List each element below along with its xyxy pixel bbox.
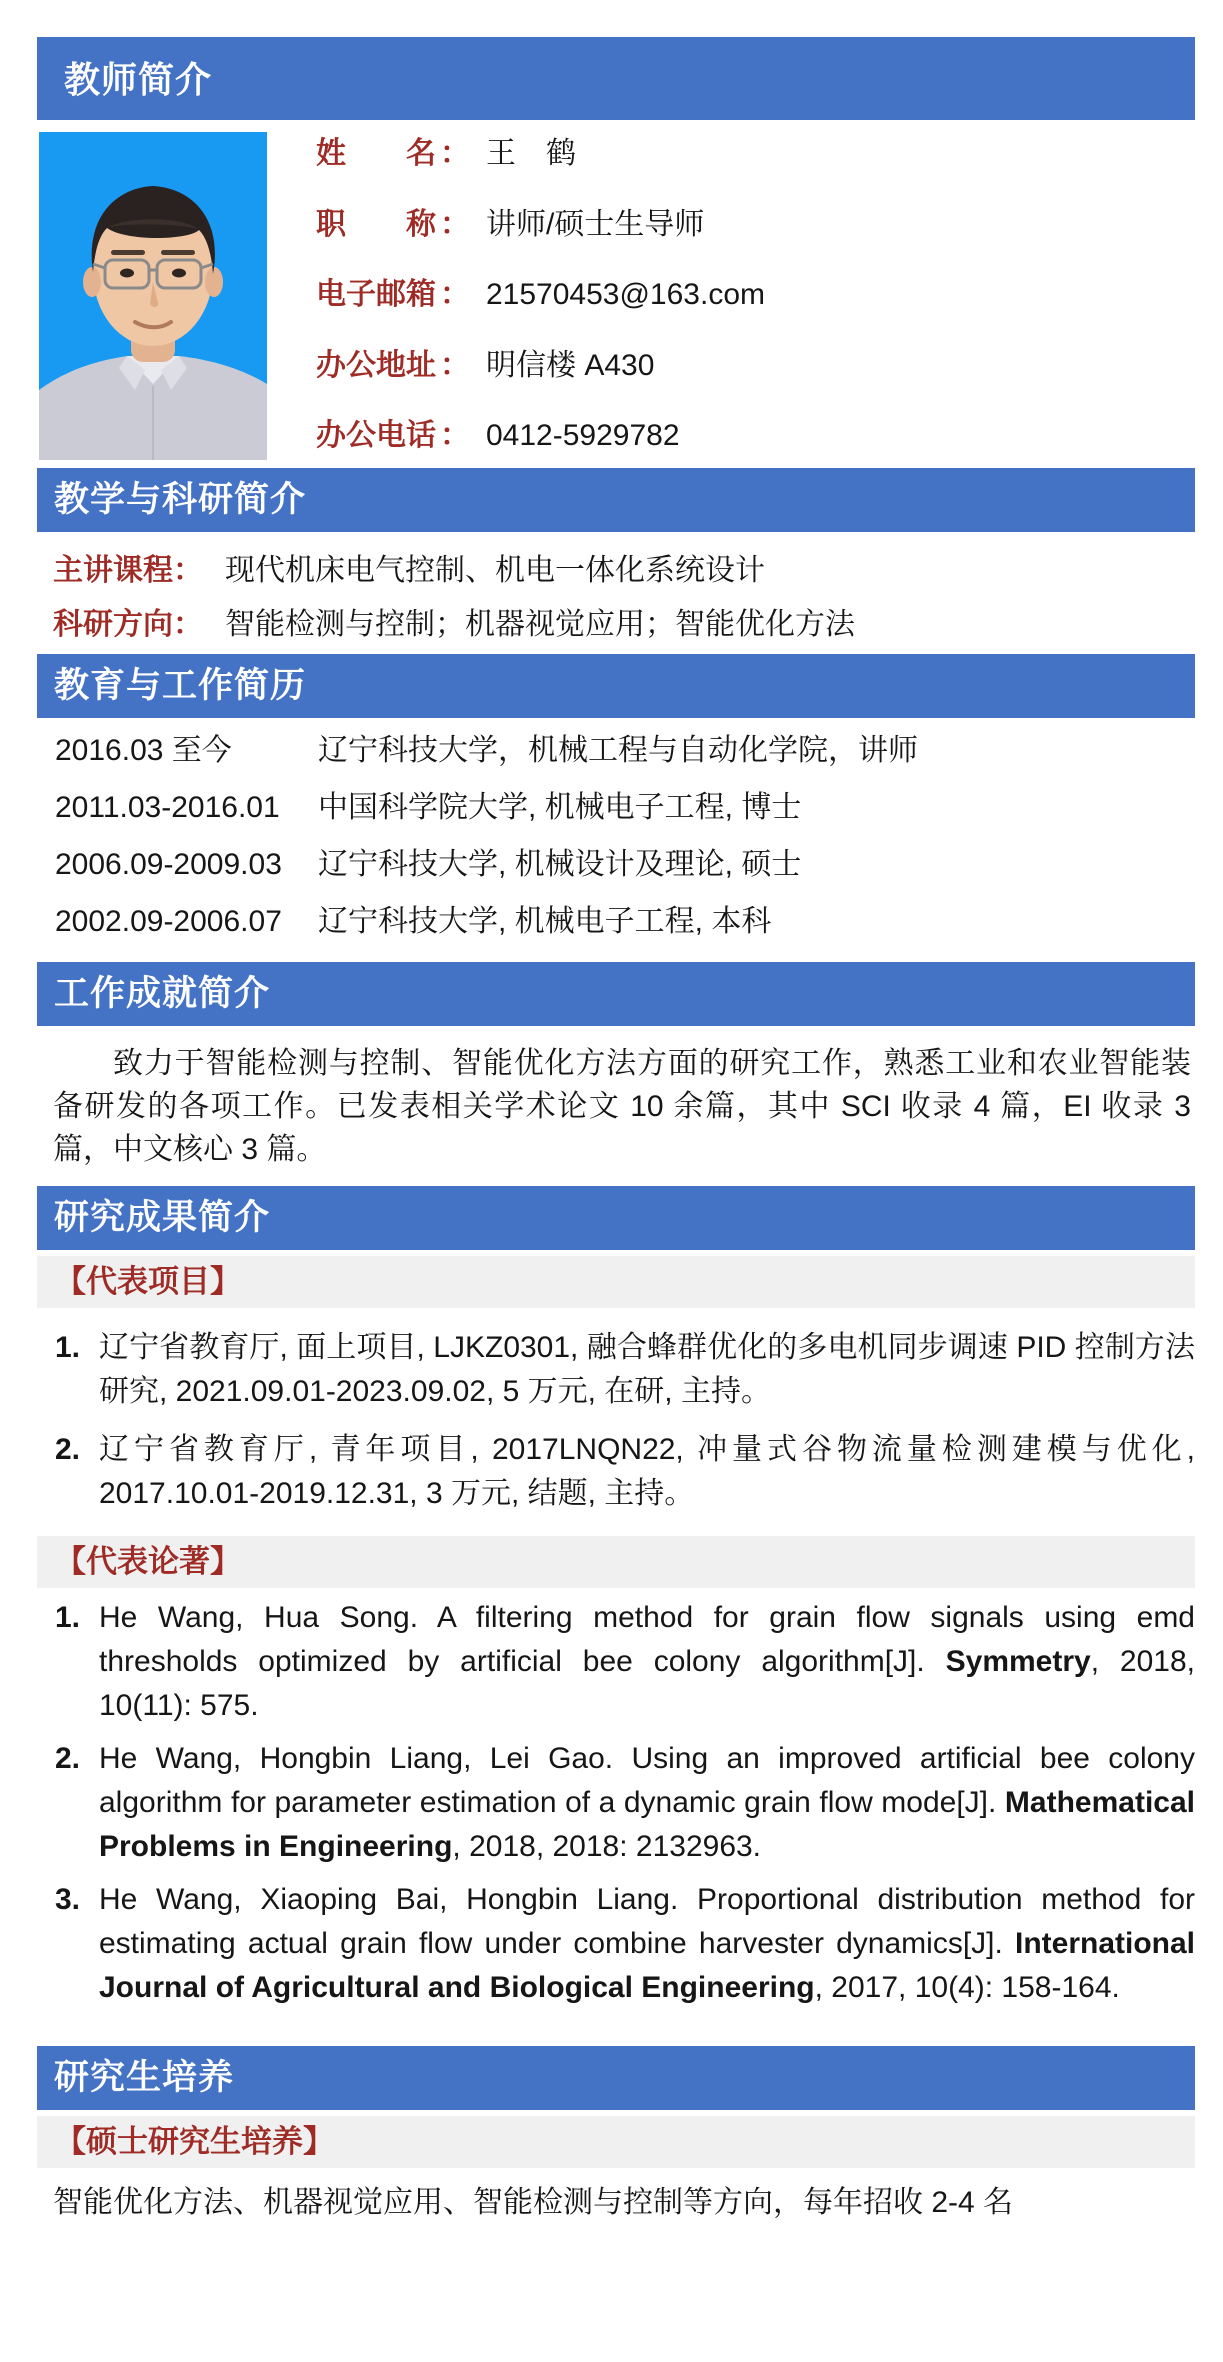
kv-row-research-direction xyxy=(53,608,1195,642)
section-banner-education-work: 教育与工作简历 xyxy=(37,654,1195,718)
journal-name: International Journal of Agricultural and Biological Engineering xyxy=(99,1927,1195,2004)
achievements-paragraph: 致力于智能检测与控制、智能优化方法方面的研究工作，熟悉工业和农业智能装备研发的各项工作。已发表相关学术论文 10 余篇，其中 SCI 收录 4 篇，EI 收录 3 篇，中文核心 3 篇。 xyxy=(53,1047,1191,1166)
profile-field-name xyxy=(316,137,1195,171)
publication-item xyxy=(55,1596,1196,1728)
item-number: 2. xyxy=(55,1433,81,1466)
resume-period: 2011.03-2016.01 xyxy=(55,791,280,824)
item-number: 1. xyxy=(55,1331,81,1364)
section-banner-teacher-profile: 教师简介 xyxy=(37,37,1195,120)
page-content xyxy=(37,37,1195,2220)
field-value: 21570453@163.com xyxy=(486,278,765,311)
field-label: 职 称 xyxy=(316,207,436,241)
field-value: 讲师/硕士生导师 xyxy=(486,207,705,241)
citation-text: He Wang, Xiaoping Bai, Hongbin Liang. Proportional distribution method for estimating actual grain flow under combine harvester dynamics[J]. xyxy=(99,1883,1195,1960)
project-text: 辽宁省教育厅, 面上项目, LJKZ0301, 融合蜂群优化的多电机同步调速 PID 控制方法研究, 2021.09.01-2023.09.02, 5 万元, 在研, 主持。 xyxy=(99,1331,1195,1408)
field-label: 办公电话 xyxy=(316,419,436,452)
resume-row xyxy=(55,905,1195,939)
project-list xyxy=(37,1326,1195,1516)
section-banner-achievements: 工作成就简介 xyxy=(37,962,1195,1026)
field-value: 明信楼 A430 xyxy=(486,348,655,382)
citation-tail: , 2017, 10(4): 158-164. xyxy=(814,1971,1120,2004)
field-colon: ： xyxy=(440,348,470,382)
kv-label: 科研方向： xyxy=(53,608,203,641)
graduate-text: 智能优化方法、机器视觉应用、智能检测与控制等方向，每年招收 2-4 名 xyxy=(53,2186,1014,2219)
field-value: 王 鹤 xyxy=(486,137,576,170)
citation-text: He Wang, Hua Song. A filtering method for grain flow signals using emd thresholds optimized by artificial bee colony algorithm[J]. xyxy=(99,1601,1195,1678)
citation-tail: , 2018, 2018: 2132963. xyxy=(452,1830,762,1863)
item-number: 1. xyxy=(55,1601,81,1634)
resume-detail: 辽宁科技大学，机械工程与自动化学院，讲师 xyxy=(318,734,918,767)
section-banner-graduate-training: 研究生培养 xyxy=(37,2046,1195,2110)
section-banner-teaching-research: 教学与科研简介 xyxy=(37,468,1195,532)
project-item xyxy=(55,1326,1195,1414)
item-number: 3. xyxy=(55,1883,81,1916)
citation-tail: , 2018, 10(11): 575. xyxy=(99,1645,1196,1722)
resume-row xyxy=(55,791,1195,825)
graduate-heading: 【硕士研究生培养】 xyxy=(37,2116,1195,2168)
profile-field-phone xyxy=(316,419,1195,453)
profile-fields xyxy=(316,132,1195,460)
field-colon: ： xyxy=(440,137,470,170)
kv-value: 智能检测与控制；机器视觉应用；智能优化方法 xyxy=(225,608,855,641)
kv-row-courses xyxy=(53,554,1195,588)
kv-label: 主讲课程： xyxy=(53,554,203,587)
resume-detail: 辽宁科技大学, 机械电子工程, 本科 xyxy=(318,905,772,938)
resume-detail: 中国科学院大学, 机械电子工程, 博士 xyxy=(318,791,802,824)
resume-period: 2006.09-2009.03 xyxy=(55,848,282,881)
profile-photo xyxy=(39,132,267,460)
field-label: 办公地址 xyxy=(316,348,436,382)
resume-list xyxy=(55,734,1195,939)
section-banner-research-results: 研究成果简介 xyxy=(37,1186,1195,1250)
resume-period: 2016.03 至今 xyxy=(55,734,232,767)
field-value: 0412-5929782 xyxy=(486,419,680,452)
profile-field-title xyxy=(316,208,1195,242)
publications-heading: 【代表论著】 xyxy=(37,1536,1195,1588)
journal-name: Mathematical Problems in Engineering xyxy=(99,1786,1195,1863)
projects-heading: 【代表项目】 xyxy=(37,1256,1195,1308)
publication-item xyxy=(55,1737,1195,1869)
resume-period: 2002.09-2006.07 xyxy=(55,905,282,938)
journal-name: Symmetry xyxy=(945,1645,1091,1678)
resume-row xyxy=(55,848,1195,882)
kv-value: 现代机床电气控制、机电一体化系统设计 xyxy=(225,554,765,587)
field-label: 姓 名 xyxy=(316,137,436,170)
field-colon: ： xyxy=(440,278,470,311)
project-text: 辽宁省教育厅, 青年项目, 2017LNQN22, 冲量式谷物流量检测建模与优化, 2017.10.01-2019.12.31, 3 万元, 结题, 主持。 xyxy=(99,1433,1195,1510)
citation-text: He Wang, Hongbin Liang, Lei Gao. Using an improved artificial bee colony algorithm for parameter estimation of a dynamic grain flow mode[J]. xyxy=(99,1742,1195,1819)
field-label: 电子邮箱 xyxy=(316,278,436,311)
publication-list xyxy=(37,1596,1195,2010)
item-number: 2. xyxy=(55,1742,81,1775)
profile-field-office xyxy=(316,349,1195,383)
profile-section xyxy=(37,132,1195,460)
project-item xyxy=(55,1428,1195,1516)
field-colon: ： xyxy=(440,419,470,452)
publication-item xyxy=(55,1878,1195,2010)
resume-row xyxy=(55,734,1195,768)
profile-field-email xyxy=(316,278,1195,312)
resume-detail: 辽宁科技大学, 机械设计及理论, 硕士 xyxy=(318,848,802,881)
field-colon: ： xyxy=(440,207,470,241)
